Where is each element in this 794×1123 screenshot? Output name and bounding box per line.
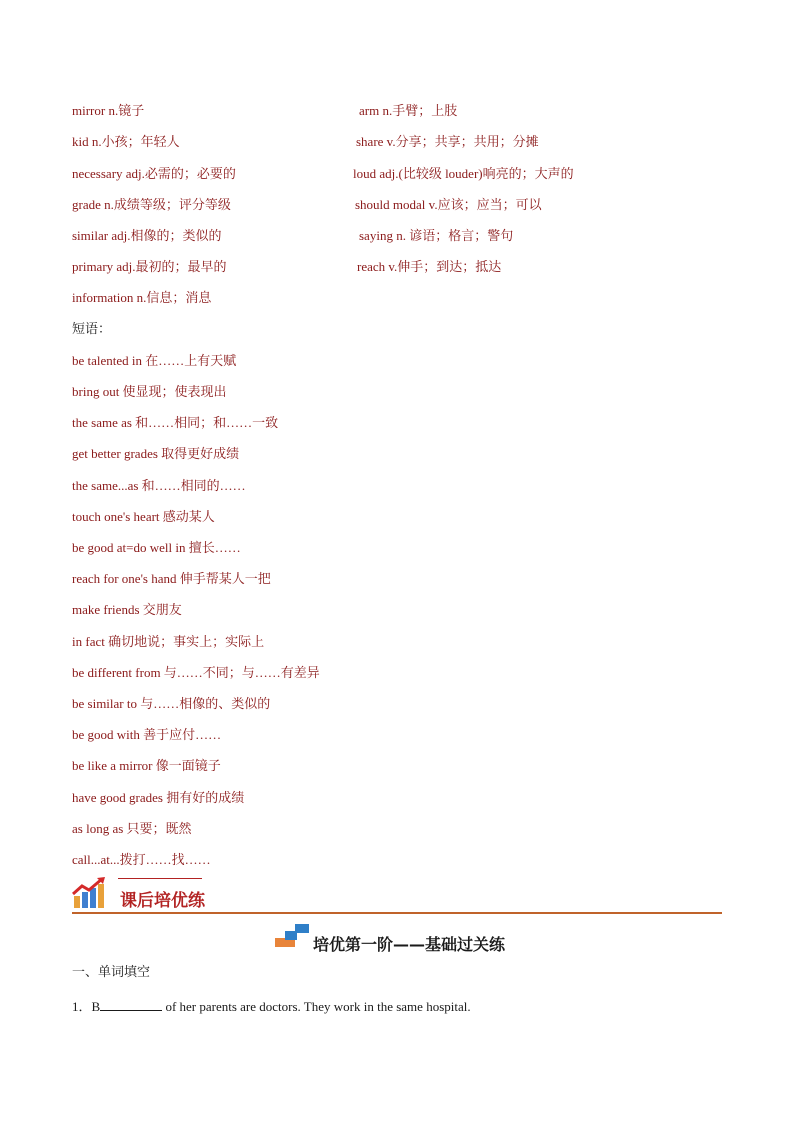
vocab-item: grade n.成绩等级；评分等级: [72, 197, 231, 212]
vocab-item: primary adj.最初的；最早的: [72, 259, 227, 274]
vocab-item: reach v.伸手；到达；抵达: [357, 259, 502, 274]
question-number: 1．: [72, 999, 92, 1014]
stage-header: [275, 922, 535, 952]
section-header: [72, 876, 722, 914]
phrases-heading: 短语：: [72, 321, 112, 336]
phrase-item: call...at...拨打……找……: [72, 852, 211, 867]
phrase-item: in fact 确切地说；事实上；实际上: [72, 634, 265, 649]
answer-blank[interactable]: [100, 998, 162, 1011]
phrase-item: as long as 只要；既然: [72, 821, 192, 836]
steps-icon: [275, 922, 311, 948]
chart-growth-icon: [72, 876, 108, 910]
vocab-item: kid n.小孩；年轻人: [72, 134, 180, 149]
stage-title: 培优第一阶——基础过关练: [313, 935, 506, 954]
section-title: 课后培优练: [120, 891, 205, 911]
phrase-item: the same...as 和……相同的……: [72, 478, 246, 493]
vocab-item: loud adj.(比较级 louder)响亮的；大声的: [353, 166, 574, 181]
phrase-item: be like a mirror 像一面镜子: [72, 758, 221, 773]
vocab-item: saying n. 谚语；格言；警句: [359, 228, 514, 243]
vocab-item: share v.分享；共享；共用；分摊: [356, 134, 539, 149]
phrase-item: have good grades 拥有好的成绩: [72, 790, 245, 805]
phrase-item: get better grades 取得更好成绩: [72, 446, 240, 461]
question-text: of her parents are doctors. They work in the same hospital.: [162, 999, 471, 1014]
phrase-item: be good at=do well in 擅长……: [72, 540, 241, 555]
phrase-item: reach for one's hand 伸手帮某人一把: [72, 571, 271, 586]
vocab-item: necessary adj.必需的；必要的: [72, 166, 236, 181]
phrase-item: make friends 交朋友: [72, 602, 182, 617]
part-heading: 一、单词填空: [72, 965, 151, 980]
vocab-item: arm n.手臂；上肢: [359, 103, 458, 118]
question-1: [72, 998, 471, 1015]
vocab-item: information n.信息；消息: [72, 290, 212, 305]
vocab-item: similar adj.相像的；类似的: [72, 228, 222, 243]
phrase-item: the same as 和……相同；和……一致: [72, 415, 279, 430]
title-overline: [118, 878, 202, 879]
phrase-item: be different from 与……不同；与……有差异: [72, 665, 320, 680]
section-divider: [72, 912, 722, 914]
vocab-item: should modal v.应该；应当；可以: [355, 197, 542, 212]
phrase-item: be talented in 在……上有天赋: [72, 353, 237, 368]
question-prefix: B: [91, 999, 101, 1014]
phrase-item: bring out 使显现；使表现出: [72, 384, 227, 399]
phrase-item: touch one's heart 感动某人: [72, 509, 215, 524]
phrase-item: be similar to 与……相像的、类似的: [72, 696, 271, 711]
phrase-item: be good with 善于应付……: [72, 727, 222, 742]
vocab-item: mirror n.镜子: [72, 103, 145, 118]
